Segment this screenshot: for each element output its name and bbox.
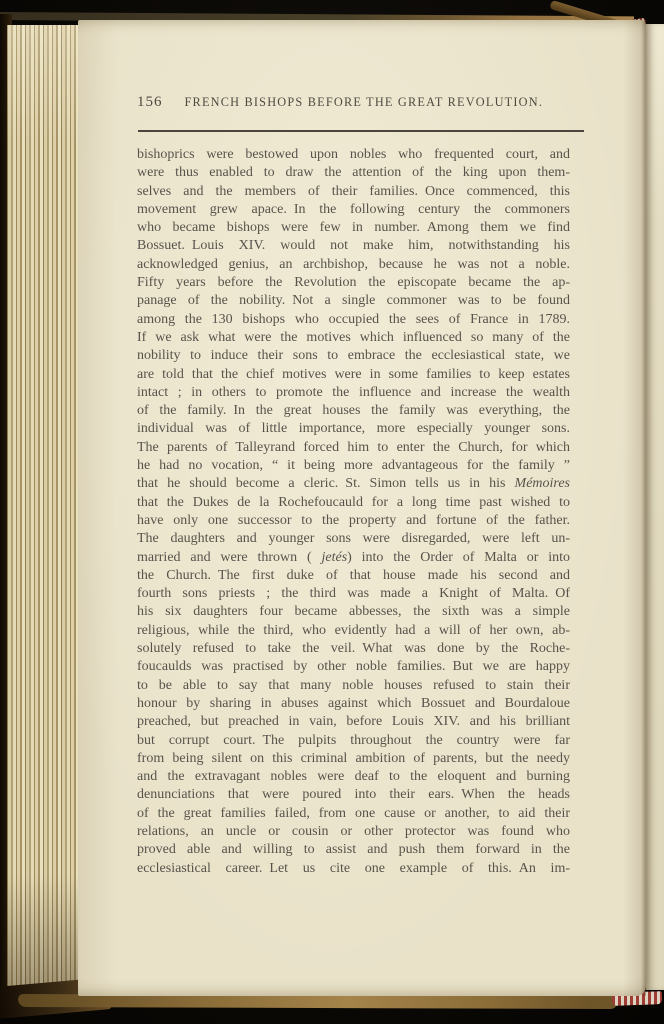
- book-page: [78, 20, 646, 996]
- running-title: FRENCH BISHOPS BEFORE THE GREAT REVOLUTION.: [184, 95, 544, 109]
- text-line: selves and the members of their families. Once commenced, this: [137, 183, 570, 199]
- text-line: of the great families failed, from one cause or another, to aid their: [137, 805, 570, 821]
- text-line: that he should become a cleric. St. Simon tells us in his Mémoires: [137, 476, 570, 492]
- text-line: nobility to induce their sons to embrace the ecclesiastical state, we: [137, 348, 570, 364]
- text-line: movement grew apace. In the following century the commoners: [137, 201, 570, 217]
- body-text: [137, 146, 570, 878]
- text-line: relations, an uncle or cousin or other protector was found who: [137, 823, 570, 839]
- text-line: ecclesiastical career. Let us cite one example of this. An im-: [137, 860, 570, 876]
- text-line: acknowledged genius, an archbishop, because he was not a noble.: [137, 256, 570, 272]
- text-line: the Church. The first duke of that house made his second and: [137, 567, 570, 583]
- page-header: [137, 94, 587, 111]
- text-line: individual was of little importance, more especially younger sons.: [137, 421, 570, 437]
- text-line: denunciations that were poured into their ears. When the heads: [137, 787, 570, 803]
- text-line: Bossuet. Louis XIV. would not make him, notwithstanding his: [137, 238, 570, 254]
- text-line: The parents of Talleyrand forced him to enter the Church, for which: [137, 439, 570, 455]
- text-line: have only one successor to the property and fortune of the father.: [137, 512, 570, 528]
- text-line: The daughters and younger sons were disregarded, were left un-: [137, 531, 570, 547]
- text-line: preached, but preached in vain, before Louis XIV. and his brilliant: [137, 714, 570, 730]
- text-line: If we ask what were the motives which influenced so many of the: [137, 329, 570, 345]
- text-line: bishoprics were bestowed upon nobles who frequented court, and: [137, 147, 570, 162]
- text-line: are told that the chief motives were in some families to keep estates: [137, 366, 570, 382]
- header-rule: [138, 130, 584, 132]
- text-line: foucaulds was practised by other noble families. But we are happy: [137, 659, 570, 675]
- book-cover-bottom-edge: [18, 994, 618, 1009]
- text-line: fourth sons priests ; the third was made a Knight of Malta. Of: [137, 586, 570, 602]
- text-line: he had no vocation, “ it being more advantageous for the family ”: [137, 458, 570, 474]
- text-line: religious, while the third, who evidently had a will of her own, ab-: [137, 622, 570, 638]
- text-line: who became bishops were few in number. Among them we find: [137, 220, 570, 236]
- text-line: of the family. In the great houses the family was everything, the: [137, 403, 570, 419]
- page-edge-stack: [7, 25, 81, 991]
- text-line: his six daughters four became abbesses, the sixth was a simple: [137, 604, 570, 620]
- text-line: among the 130 bishops who occupied the sees of France in 1789.: [137, 311, 570, 327]
- text-line: proved able and willing to assist and push them forward in the: [137, 842, 570, 858]
- text-line: were thus enabled to draw the attention of the king upon them-: [137, 165, 570, 181]
- text-line: intact ; in others to promote the influence and increase the wealth: [137, 384, 570, 400]
- text-line: from being silent on this criminal ambition of parents, but the needy: [137, 750, 570, 766]
- text-line: Fifty years before the Revolution the episcopate became the ap-: [137, 275, 570, 291]
- text-line: solutely refused to take the veil. What was done by the Roche-: [137, 641, 570, 657]
- text-line: panage of the nobility. Not a single commoner was to be found: [137, 293, 570, 309]
- next-page-edge: [646, 24, 664, 990]
- text-line: and the extravagant nobles were deaf to the eloquent and burning: [137, 769, 570, 785]
- text-line: honour by sharing in abuses against which Bossuet and Bourdaloue: [137, 695, 570, 711]
- text-line: married and were thrown ( jetés) into the Order of Malta or into: [137, 549, 570, 565]
- text-line: but corrupt court. The pulpits throughout the country were far: [137, 732, 570, 748]
- text-line: to be able to say that many noble houses refused to stain their: [137, 677, 570, 693]
- page-number: 156: [137, 94, 163, 110]
- text-line: that the Dukes de la Rochefoucauld for a long time past wished to: [137, 494, 570, 510]
